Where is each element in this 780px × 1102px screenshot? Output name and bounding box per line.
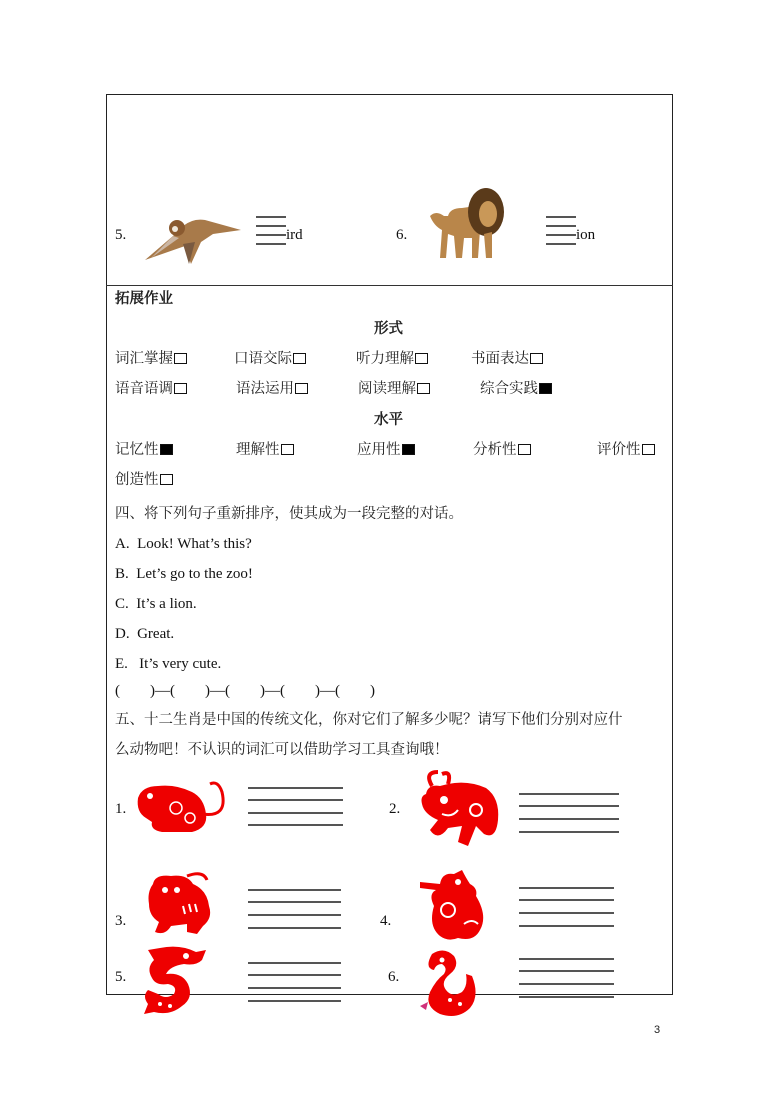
- checkbox-reading[interactable]: [417, 383, 430, 394]
- zodiac-number-3: 3.: [115, 913, 127, 929]
- answer-blank-lines-5[interactable]: [256, 216, 286, 246]
- page-number: 3: [654, 1024, 661, 1036]
- q5-prompt-line1: 五、十二生肖是中国的传统文化，你对它们了解多少呢？请写下他们分别对应什: [115, 712, 623, 728]
- checkbox-understanding[interactable]: [281, 444, 294, 455]
- q4-option-d: D. Great.: [115, 626, 175, 642]
- zodiac-number-2: 2.: [389, 801, 401, 817]
- checkbox-pronunciation[interactable]: [174, 383, 187, 394]
- checkbox-analysis[interactable]: [518, 444, 531, 455]
- checkbox-practice-checked[interactable]: [539, 383, 552, 394]
- item-number-6: 6.: [396, 227, 408, 243]
- snake-papercut-icon: [416, 948, 486, 1020]
- form-option-listening: 听力理解: [356, 350, 428, 368]
- level-option-memory: 记忆性: [115, 441, 173, 459]
- checkbox-listening[interactable]: [415, 353, 428, 364]
- level-option-understanding: 理解性: [236, 441, 294, 459]
- form-option-grammar: 语法运用: [236, 380, 308, 398]
- checkbox-oral[interactable]: [293, 353, 306, 364]
- level-option-application: 应用性: [357, 441, 415, 459]
- form-option-pronunciation: 语音语调: [115, 380, 187, 398]
- form-option-reading: 阅读理解: [358, 380, 430, 398]
- checkbox-writing[interactable]: [530, 353, 543, 364]
- q4-answer-blanks[interactable]: ( )—( )—( )—( )—( ): [115, 683, 375, 699]
- form-heading: 形式: [374, 321, 403, 337]
- q5-prompt-line2: 么动物吧！不认识的词汇可以借助学习工具查询哦！: [115, 742, 449, 758]
- row-divider: [106, 285, 673, 286]
- level-option-analysis: 分析性: [473, 441, 531, 459]
- lion-image: [430, 186, 506, 260]
- checkbox-memory-checked[interactable]: [160, 444, 173, 455]
- answer-blank-lines-6[interactable]: [546, 216, 576, 246]
- word-suffix-ird: ird: [286, 227, 303, 243]
- zodiac-number-1: 1.: [115, 801, 127, 817]
- form-option-oral: 口语交际: [234, 350, 306, 368]
- q4-option-c: C. It’s a lion.: [115, 596, 197, 612]
- item-number-5: 5.: [115, 227, 127, 243]
- dragon-papercut-icon: [140, 944, 212, 1016]
- form-option-practice: 综合实践: [480, 380, 552, 398]
- rat-papercut-icon: [132, 778, 232, 834]
- level-heading: 水平: [374, 412, 403, 428]
- word-suffix-ion: ion: [576, 227, 596, 243]
- checkbox-grammar[interactable]: [295, 383, 308, 394]
- zodiac-answer-lines-6[interactable]: [519, 958, 614, 998]
- zodiac-number-5: 5.: [115, 969, 127, 985]
- zodiac-answer-lines-3[interactable]: [248, 889, 341, 929]
- zodiac-answer-lines-1[interactable]: [248, 787, 343, 827]
- zodiac-number-6: 6.: [388, 969, 400, 985]
- form-option-writing: 书面表达: [471, 350, 543, 368]
- q4-option-a: A. Look! What’s this?: [115, 536, 252, 552]
- level-option-creativity: 创造性: [115, 471, 173, 489]
- extension-title: 拓展作业: [115, 291, 173, 307]
- form-option-vocabulary: 词汇掌握: [115, 350, 187, 368]
- q4-prompt: 四、将下列句子重新排序，使其成为一段完整的对话。: [115, 506, 463, 522]
- q4-option-e: E. It’s very cute.: [115, 656, 222, 672]
- checkbox-creativity[interactable]: [160, 474, 173, 485]
- tiger-papercut-icon: [147, 870, 217, 936]
- zodiac-answer-lines-5[interactable]: [248, 962, 341, 1002]
- ox-papercut-icon: [418, 770, 502, 846]
- zodiac-answer-lines-2[interactable]: [519, 793, 619, 833]
- checkbox-evaluation[interactable]: [642, 444, 655, 455]
- checkbox-application-checked[interactable]: [402, 444, 415, 455]
- level-option-evaluation: 评价性: [597, 441, 655, 459]
- sparrow-image: [143, 208, 243, 266]
- checkbox-vocabulary[interactable]: [174, 353, 187, 364]
- q4-option-b: B. Let’s go to the zoo!: [115, 566, 253, 582]
- zodiac-number-4: 4.: [380, 913, 392, 929]
- rabbit-papercut-icon: [418, 866, 490, 942]
- zodiac-answer-lines-4[interactable]: [519, 887, 614, 927]
